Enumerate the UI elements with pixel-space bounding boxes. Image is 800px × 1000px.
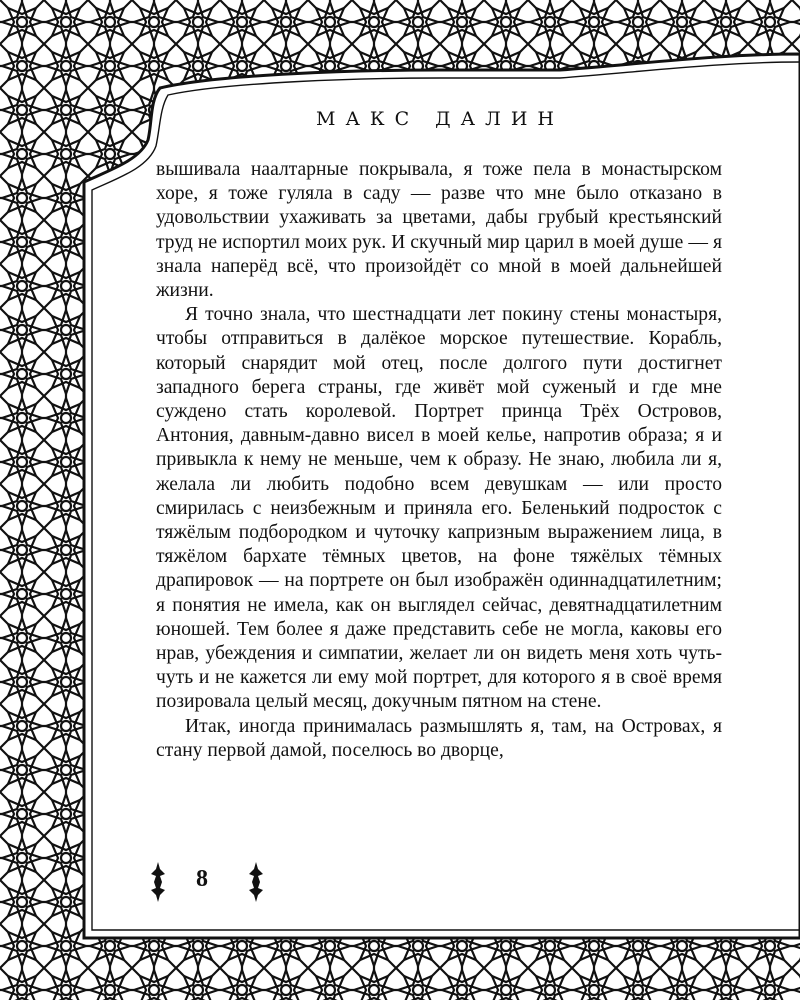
ornament-right-icon (248, 862, 264, 902)
paragraph: Итак, иногда принималась размышлять я, там, на Островах, я стану первой дамой, поселюсь во дворце, (156, 715, 722, 761)
paragraph: Я точно знала, что шестнадцати лет покину стены монастыря, чтобы отправиться в далёкое морское путешествие. Корабль, который снарядит мой отец, после долгого пути достигнет западного берега страны, где живёт мой суженый и где мне суждено стать королевой. Портрет принца Трёх Островов, Антония, давным-давно висел в моей келье, напротив образа; я и привыкла к нему не меньше, чем к образу. Не знаю, любила ли я, желала ли любить подобно всем девушкам — или просто смирилась с неизбежным и приняла его. Беленький подросток с тяжёлым подбородком и чуточку капризным выражением лица, в тяжёлом бархате тёмных цветов, на фоне тяжёлых тёмных драпировок — на портрете он был изображён одиннадцатилетним; я понятия не имела, как он выглядел сейчас, девятнадцатилетним юношей. Тем более я даже представить себе не могла, каковы его нрав, убеждения и симпатии, желает ли он видеть меня хоть чуть-чуть и не кажется ли ему мой портрет, для которого я в своё время позировала целый месяц, докучным пятном на стене. (156, 304, 722, 713)
running-header-author: МАКС ДАЛИН (316, 108, 564, 130)
page-body (156, 158, 722, 763)
folio (150, 862, 270, 902)
paragraph: вышивала наалтарные покрывала, я тоже пела в монастырском хоре, я тоже гуляла в саду — разве что мне было отказано в удовольствии ухаживать за цветами, дабы грубый крестьянский труд не испортил моих рук. И скучный мир царил в моей душе — я знала наперёд всё, что произойдёт со мной в моей дальнейшей жизни. (156, 159, 722, 302)
page-number: 8 (196, 866, 208, 892)
ornament-left-icon (150, 862, 166, 902)
